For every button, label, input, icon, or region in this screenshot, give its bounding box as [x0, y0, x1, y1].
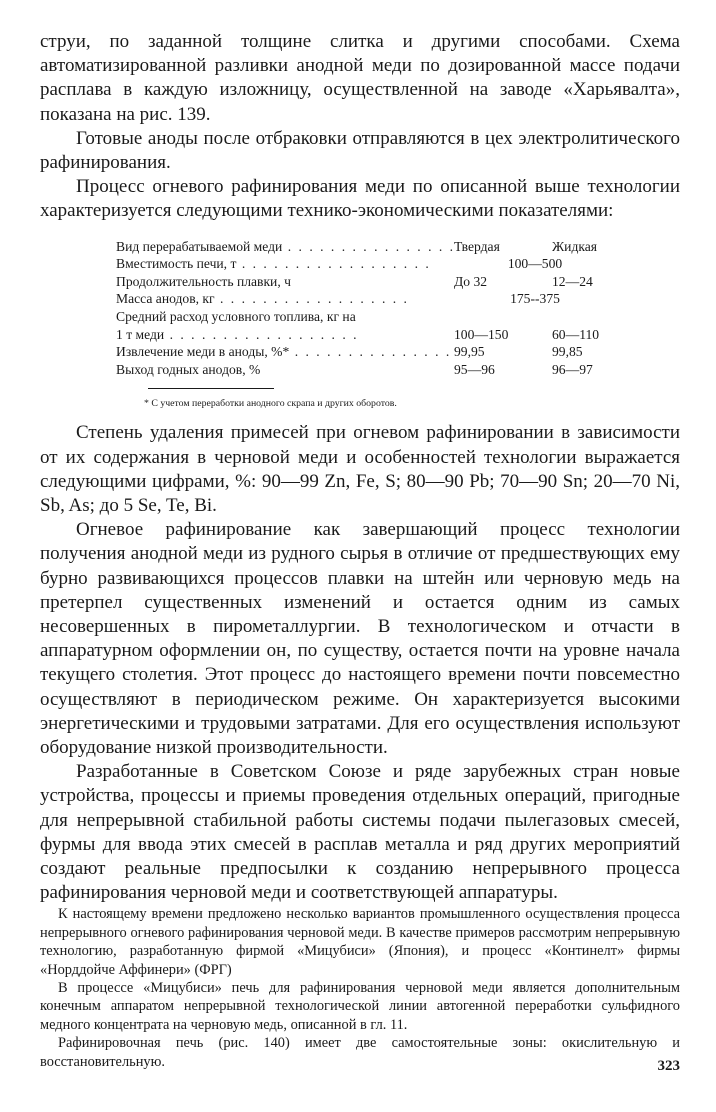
row-value: 99,95 — [454, 344, 485, 360]
row-label: Средний расход условного топлива, кг на — [116, 309, 356, 324]
row-value: 100—500 — [507, 256, 563, 272]
row-value: 12—24 — [552, 273, 593, 289]
row-label: Вид перерабатываемой меди . . . — [116, 238, 454, 256]
table-row — [116, 308, 616, 326]
paragraph: Готовые аноды после отбраковки отправляются в цех электролитического рафинирования. — [40, 127, 680, 174]
table-row — [116, 255, 616, 273]
row-label: Продолжительность плавки, ч — [116, 273, 291, 289]
row-value: Твердая — [454, 238, 500, 254]
paragraph: Степень удаления примесей при огневом рафинировании в зависимости от их содержания в черновой меди и особенностей технологии выражается следующими цифрами, %: 90—99 Zn, Fe, S; 80—90 Pb; 70—90 Sn; 20—70 Ni, Sb, As; до 5 Se, Te, Bi. — [40, 422, 680, 516]
row-value: 95—96 — [454, 361, 495, 377]
paragraph: струи, по заданной толщине слитка и другими способами. Схема автоматизированной разливки анодной меди по дозированной массе подачи расплава в каждую изложницу, осуществленной на заводе «Харьявалта», показана на рис. 139. — [40, 31, 680, 125]
page-body — [40, 30, 680, 1071]
row-label: Выход годных анодов, % — [116, 361, 261, 377]
row-value: 175--375 — [510, 291, 560, 307]
row-value: До 32 — [454, 273, 488, 289]
footnote-rule — [148, 388, 274, 389]
row-label: Вместимость печи, т . . . — [116, 255, 454, 273]
page-number: 323 — [657, 1058, 680, 1074]
table-row — [116, 361, 616, 379]
paragraph: Разработанные в Советском Союзе и ряде зарубежных стран новые устройства, процессы и приемы проведения отдельных операций, пригодные для непрерывной стабильной работы системы подачи пылегазовых смесей, фурмы для ввода этих смесей в расплав металла и ряд других мероприятий создают реальные предпосылки к созданию непрерывного процесса рафинирования черновой меди и соответствующей аппаратуры. — [40, 761, 680, 904]
table-row — [116, 326, 616, 344]
row-value: 100—150 — [454, 326, 509, 342]
small-paragraph: Рафинировочная печь (рис. 140) имеет две самостоятельные зоны: окислительную и восстановительную. — [40, 1035, 680, 1070]
row-value: Жидкая — [552, 238, 598, 254]
small-paragraph: К настоящему времени предложено несколько вариантов промышленного осуществления процесса непрерывного огневого рафинирования черновой меди. В качестве примеров рассмотрим непрерывную технологию, разработанную фирмой «Мицубиси» (Япония), и процесс «Континелт» фирмы «Норддойче Аффинери» (ФРГ) — [40, 906, 680, 978]
table-row — [116, 238, 616, 256]
paragraph: Огневое рафинирование как завершающий процесс технологии получения анодной меди из рудного сырья в отличие от предшествующих ему бурно развивающихся процессов плавки на штейн или черновую медь на претерпел существенных изменений и остается одним из самых несовершенных в пирометаллургии. В технологическом и отчасти в аппаратурном оформлении он, по существу, остается почти на уровне начала текущего столетия. Этот процесс до настоящего времени почти повсеместно осуществляют в периодическом режиме. Он характеризуется высокими энергетическими и трудовыми затратами. Для его осуществления используют оборудование низкой производительности. — [40, 519, 680, 759]
row-value: 60—110 — [552, 326, 600, 342]
row-label: Масса анодов, кг . . . — [116, 290, 454, 308]
row-value: 99,85 — [552, 344, 583, 360]
footnote: * С учетом переработки анодного скрапа и других оборотов. — [144, 398, 397, 410]
table-row — [116, 343, 616, 361]
row-label: 1 т меди . . . — [116, 326, 454, 344]
row-value: 96—97 — [552, 361, 593, 377]
table-row — [116, 273, 616, 291]
paragraph: Процесс огневого рафинирования меди по описанной выше технологии характеризуется следующими технико-экономическими показателями: — [40, 176, 680, 222]
row-label: Извлечение меди в аноды, %* . . . — [116, 343, 454, 361]
small-paragraph: В процессе «Мицубиси» печь для рафинирования черновой меди является дополнительным конечным аппаратом непрерывной технологической линии автогенной переработки сульфидного медного концентрата на черновую медь, описанной в гл. 11. — [40, 980, 680, 1033]
table-row — [116, 290, 616, 308]
indicators-table — [116, 238, 616, 379]
